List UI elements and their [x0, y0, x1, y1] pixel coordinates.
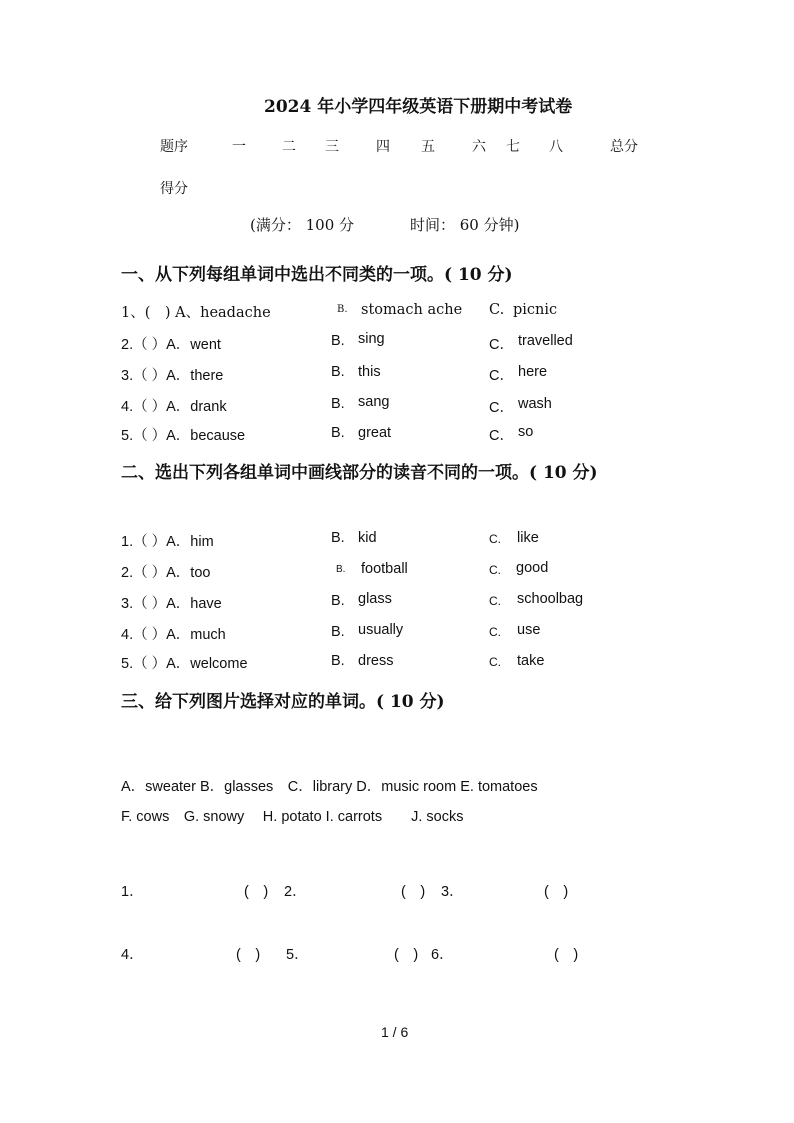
- full-score-info: (满分： 100 分: [250, 216, 355, 234]
- question-stem: 5.（ ）A．because: [121, 428, 246, 444]
- option-c: good: [516, 560, 549, 576]
- question-stem: 3.（ ）A．have: [121, 596, 222, 612]
- option-b: sing: [358, 331, 385, 347]
- option-b-label: B.: [331, 593, 345, 609]
- picture-number: 2．: [284, 884, 307, 900]
- option-b-label: B.: [331, 396, 345, 412]
- score-col-7: 七: [506, 139, 520, 155]
- option-b-label: B.: [331, 364, 345, 380]
- option-b-label: B.: [331, 624, 345, 640]
- score-col-3: 三: [325, 139, 339, 155]
- option-c: schoolbag: [517, 591, 584, 607]
- option-b: this: [358, 364, 381, 380]
- section2-heading: 二、选出下列各组单词中画线部分的读音不同的一项。( 10 分): [121, 463, 598, 483]
- option-b: glass: [358, 591, 392, 607]
- option-c-label: C．: [489, 428, 514, 444]
- option-c-label: C.: [489, 625, 501, 639]
- answer-blank[interactable]: ( ): [236, 947, 261, 963]
- score-col-1: 一: [232, 139, 246, 155]
- option-c-label: C.: [489, 655, 501, 669]
- question-stem: 5.（ ）A．welcome: [121, 656, 248, 672]
- picture-number: 3．: [441, 884, 464, 900]
- option-c: so: [518, 424, 534, 440]
- section1-heading: 一、从下列每组单词中选出不同类的一项。( 10 分): [121, 265, 513, 285]
- question-stem: 3.（ ）A．there: [121, 368, 224, 384]
- answer-blank[interactable]: ( ): [554, 947, 579, 963]
- page-number: 1 / 6: [381, 1024, 409, 1040]
- option-b: dress: [358, 653, 394, 669]
- answer-blank[interactable]: ( ): [544, 884, 569, 900]
- option-b-label: B.: [331, 425, 345, 441]
- option-b: great: [358, 425, 392, 441]
- answer-blank[interactable]: ( ): [394, 947, 419, 963]
- word-options-line-2: F. cows G. snowy H. potato I. carrots J. socks: [121, 809, 464, 825]
- picture-number: 4．: [121, 947, 144, 963]
- word-options-line-1: A．sweater B．glasses C．library D．music room E. tomatoes: [121, 779, 538, 795]
- option-c-label: C.: [489, 302, 505, 318]
- option-b-label: B.: [331, 653, 345, 669]
- option-c-label: C.: [489, 563, 501, 577]
- question-stem: 4.（ ）A．much: [121, 627, 226, 643]
- option-b: sang: [358, 394, 390, 410]
- answer-blank[interactable]: ( ): [244, 884, 269, 900]
- score-col-2: 二: [282, 139, 296, 155]
- question-stem: 1.（ ）A．him: [121, 534, 214, 550]
- time-info: 时间： 60 分钟): [410, 216, 520, 234]
- option-c: like: [517, 530, 539, 546]
- picture-number: 5．: [286, 947, 309, 963]
- answer-blank[interactable]: ( ): [401, 884, 426, 900]
- option-c-label: C．: [489, 337, 514, 353]
- picture-number: 1．: [121, 884, 144, 900]
- option-c: travelled: [518, 333, 573, 349]
- option-b: kid: [358, 530, 377, 546]
- exam-title: 2024 年小学四年级英语下册期中考试卷: [264, 97, 573, 117]
- section3-heading: 三、给下列图片选择对应的单词。( 10 分): [121, 692, 445, 712]
- option-b-label: B.: [331, 530, 345, 546]
- question-stem: 2.（ ）A．too: [121, 565, 211, 581]
- option-b-label: B.: [331, 333, 345, 349]
- option-c: take: [517, 653, 545, 669]
- question-stem: 4.（ ）A．drank: [121, 399, 227, 415]
- option-b-label: B.: [337, 304, 348, 315]
- option-c: wash: [518, 396, 552, 412]
- score-col-6: 六: [472, 139, 486, 155]
- option-c: use: [517, 622, 541, 638]
- score-row-label: 得分: [160, 181, 188, 197]
- option-c-label: C．: [489, 368, 514, 384]
- score-table-header-label: 题序: [160, 139, 188, 155]
- option-c: here: [518, 364, 548, 380]
- score-col-5: 五: [421, 139, 435, 155]
- option-c-label: C．: [489, 400, 514, 416]
- score-col-8: 八: [549, 139, 563, 155]
- picture-number: 6．: [431, 947, 454, 963]
- score-total-label: 总分: [610, 139, 638, 155]
- option-c-label: C.: [489, 532, 501, 546]
- option-c: picnic: [513, 302, 558, 318]
- option-b: usually: [358, 622, 404, 638]
- score-col-4: 四: [376, 139, 390, 155]
- option-b-label: B.: [336, 564, 346, 575]
- option-b: stomach ache: [361, 302, 463, 318]
- option-c-label: C.: [489, 594, 501, 608]
- question-stem: 2.（ ）A．went: [121, 337, 221, 353]
- option-b: football: [361, 561, 408, 577]
- question-stem: 1、( ) A、headache: [121, 305, 271, 321]
